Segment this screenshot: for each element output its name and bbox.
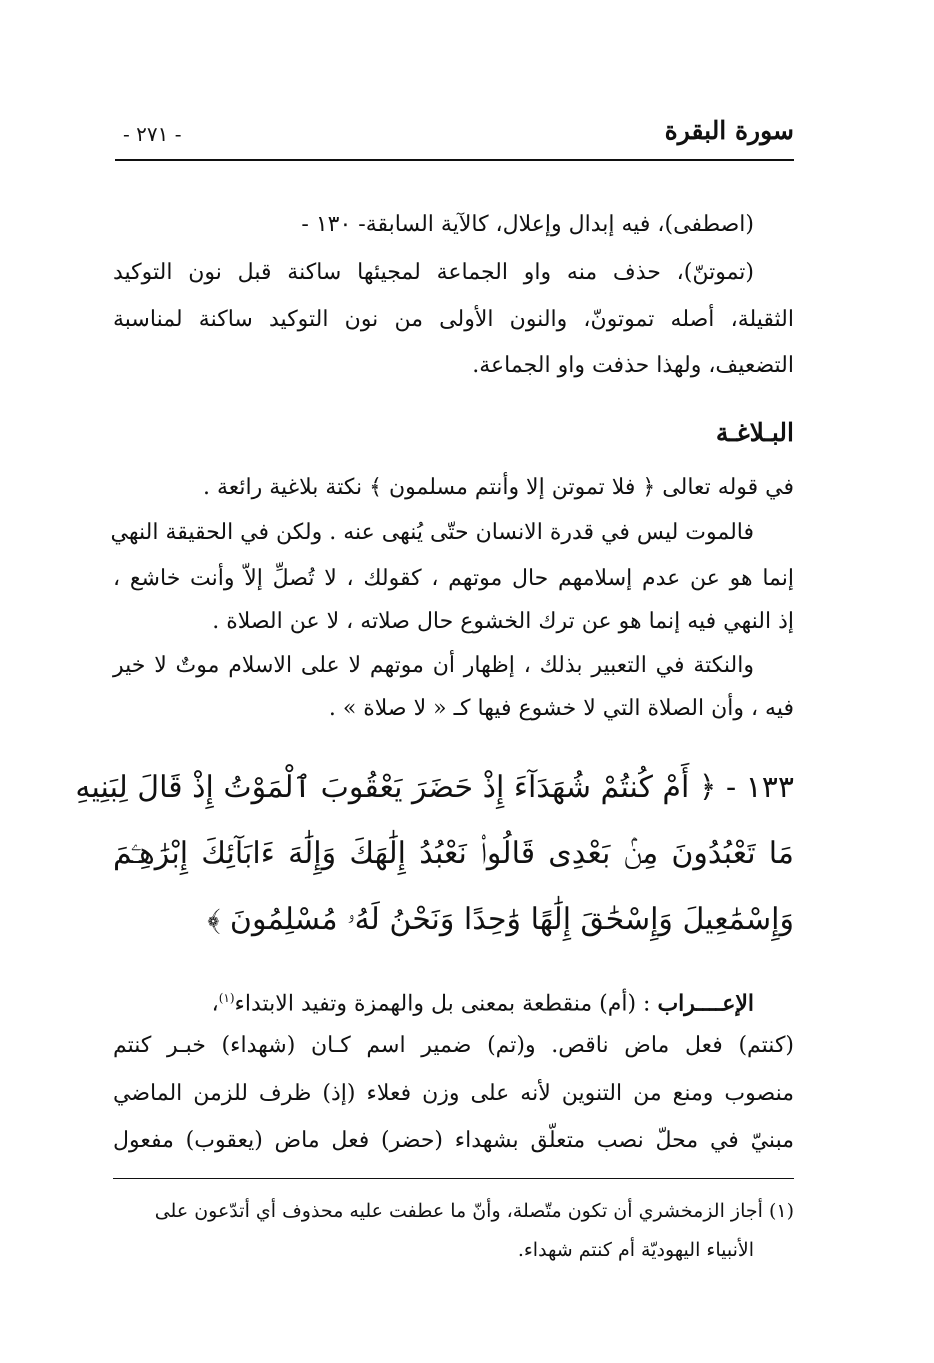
morphology-line-4: التضعيف، ولهذا حذفت واو الجماعة. [472, 353, 794, 378]
verse-line-2: مَا تَعْبُدُونَ مِنۢ بَعْدِى قَالُوا۟ نَعْبُدُ إِلَٰهَكَ وَإِلَٰهَ ءَابَآئِكَ إِبْرَٰهِـۧمَ [113, 836, 794, 871]
surah-title: سورة البقرة [664, 116, 794, 145]
irab-line-2: (كنتم) فعل ماض ناقص. و(تم) ضمير اسم كـان (شهداء) خبـر كنتم [113, 1033, 794, 1058]
page-number: - ٢٧١ - [123, 122, 182, 146]
irab-line-3: منصوب ومنع من التنوين لأنه على وزن فعلاء (إذ) ظرف للزمن الماضي [113, 1081, 794, 1106]
balagha-line-5: والنكتة في التعبير بذلك ، إظهار أن موتهم لا على الاسلام موتٌ لا خير [113, 653, 754, 678]
irab-line-1 [212, 983, 754, 1015]
footnote-line-1: (١) أجاز الزمخشري أن تكون متّصلة، وأنّ ما عطفت عليه محذوف أي أتدّعون على [154, 1200, 794, 1222]
balagha-line-3: إنما هو عن عدم إسلامهم حال موتهم ، كقولك ، لا تُصلِّ إلاّ وأنت خاشع ، [113, 566, 794, 591]
header-divider [115, 159, 794, 161]
balagha-line-4: إذ النهي فيه إنما هو عن ترك الخشوع حال صلاته ، لا عن الصلاة . [212, 609, 794, 634]
footnote-line-2: الأنبياء اليهوديّة أم كنتم شهداء. [517, 1239, 754, 1261]
morphology-line-2: (تموتنّ)، حذف منه واو الجماعة لمجيئها ساكنة قبل نون التوكيد [113, 260, 754, 285]
balagha-line-2: فالموت ليس في قدرة الانسان حتّى يُنهى عنه . ولكن في الحقيقة النهي [110, 520, 754, 545]
balagha-line-1: في قوله تعالى ﴿ فلا تموتن إلا وأنتم مسلمون ﴾ نكتة بلاغية رائعة . [202, 475, 794, 500]
footnote-divider [113, 1178, 794, 1179]
irab-label: الإعــــراب [657, 990, 754, 1017]
irab-line-4: مبنيّ في محلّ نصب متعلّق بشهداء (حضر) فعل ماض (يعقوب) مفعول [113, 1128, 794, 1153]
footnote-marker[interactable]: (١) [218, 991, 235, 1005]
balagha-line-6: فيه ، وأن الصلاة التي لا خشوع فيها كـ « لا صلاة » . [328, 696, 794, 721]
morphology-line-3: الثقيلة، أصله تموتونّ، والنون الأولى من نون التوكيد ساكنة لمناسبة [113, 307, 794, 332]
verse-line-3: وَإِسْمَٰعِيلَ وَإِسْحَٰقَ إِلَٰهًا وَٰحِدًا وَنَحْنُ لَهُۥ مُسْلِمُونَ ﴾ [207, 902, 794, 937]
irab-line-1-end: ، [211, 991, 219, 1017]
morphology-line-1: (اصطفى)، فيه إبدال وإعلال، كالآية السابقة- ١٣٠ - [301, 212, 754, 237]
verse-line-1: ١٣٣ - ﴿ أَمْ كُنتُمْ شُهَدَآءَ إِذْ حَضَرَ يَعْقُوبَ ٱلْمَوْتُ إِذْ قَالَ لِبَنِيهِ [75, 770, 794, 805]
balagha-heading: البـلاغـة [715, 418, 794, 447]
irab-line-1-text: : (أم) منقطعة بمعنى بل والهمزة وتفيد الابتداء [234, 991, 658, 1017]
page-header [115, 112, 794, 156]
